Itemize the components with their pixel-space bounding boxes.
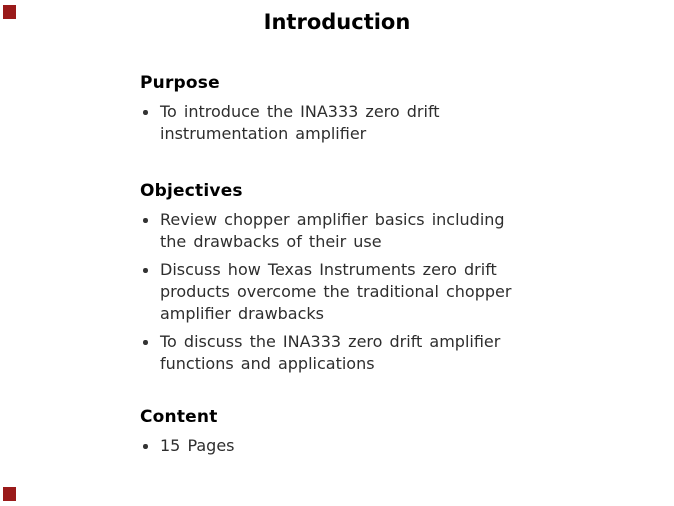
- bullet-line: To discuss the INA333 zero drift amplifier: [160, 332, 501, 351]
- bullet-line: Discuss how Texas Instruments zero drift: [160, 260, 497, 279]
- bullet-text: [160, 101, 440, 145]
- bullet-list: [140, 209, 654, 375]
- bullet-list: [140, 435, 654, 457]
- section-content: [140, 407, 654, 463]
- bullet-list: [140, 101, 654, 145]
- bullet-line: 15 Pages: [160, 436, 235, 455]
- bullet-text: [160, 259, 511, 325]
- bullet-line: amplifier drawbacks: [160, 304, 325, 323]
- section-objectives: [140, 181, 654, 381]
- corner-mark-bottom-left: [3, 487, 16, 501]
- bullet-item: [140, 101, 654, 145]
- section-purpose: [140, 73, 654, 151]
- bullet-text: [160, 209, 505, 253]
- section-heading-objectives: Objectives: [140, 181, 243, 201]
- section-heading-content: Content: [140, 407, 218, 427]
- bullet-item: [140, 209, 654, 253]
- bullet-marker: [140, 331, 160, 353]
- bullet-line: instrumentation amplifier: [160, 124, 367, 143]
- bullet-line: the drawbacks of their use: [160, 232, 382, 251]
- bullet-line: Review chopper amplifier basics including: [160, 210, 505, 229]
- bullet-item: [140, 435, 654, 457]
- bullet-marker: [140, 101, 160, 123]
- bullet-item: [140, 331, 654, 375]
- bullet-line: products overcome the traditional chopper: [160, 282, 512, 301]
- section-heading-purpose: Purpose: [140, 73, 220, 93]
- slide-title: Introduction: [263, 10, 411, 34]
- bullet-marker: [140, 259, 160, 281]
- bullet-line: functions and applications: [160, 354, 375, 373]
- bullet-text: [160, 331, 500, 375]
- bullet-item: [140, 259, 654, 325]
- bullet-marker: [140, 435, 160, 457]
- bullet-line: To introduce the INA333 zero drift: [160, 102, 440, 121]
- bullet-marker: [140, 209, 160, 231]
- bullet-text: [160, 435, 235, 457]
